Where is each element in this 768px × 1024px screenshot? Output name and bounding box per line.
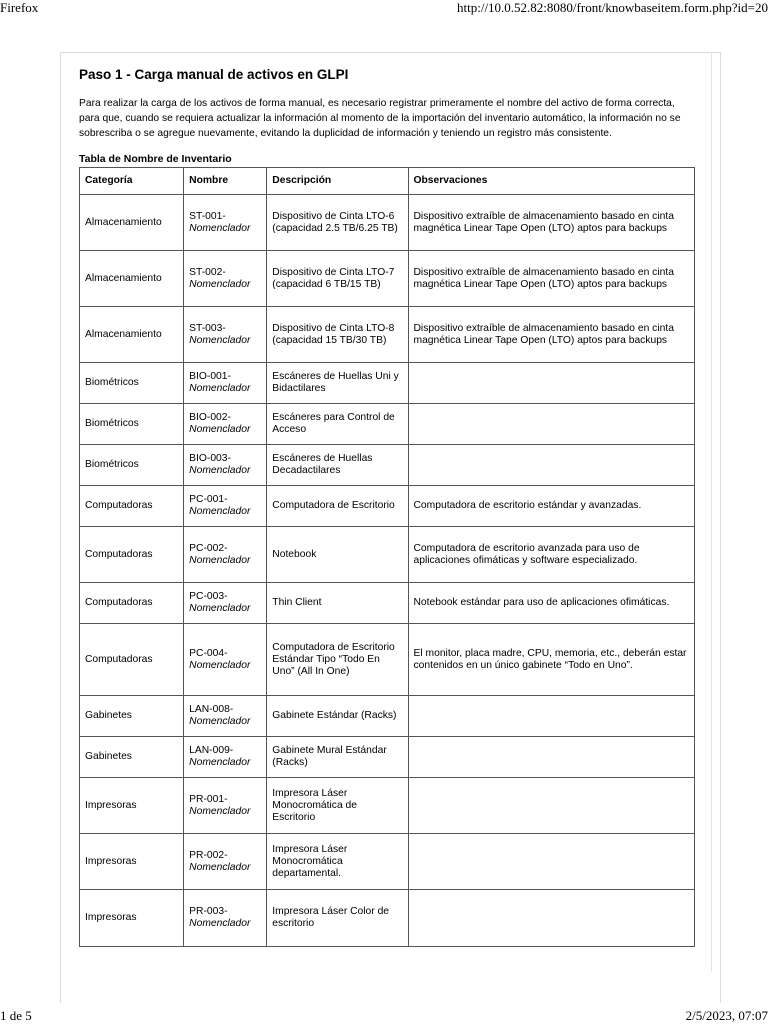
nomenclador-label: Nomenclador bbox=[189, 465, 251, 476]
print-datetime: 2/5/2023, 07:07 bbox=[685, 1008, 768, 1023]
browser-name: Firefox bbox=[0, 0, 39, 15]
cell-nombre bbox=[184, 363, 267, 404]
asset-code: BIO-001- bbox=[189, 371, 231, 382]
cell-descripcion: Gabinete Mural Estándar (Racks) bbox=[267, 737, 408, 778]
asset-code: PR-001- bbox=[189, 793, 228, 805]
nomenclador-label: Nomenclador bbox=[189, 805, 251, 817]
cell-categoria: Gabinetes bbox=[80, 696, 184, 737]
cell-nombre bbox=[184, 195, 267, 251]
cell-categoria: Biométricos bbox=[80, 363, 184, 404]
table-row bbox=[80, 624, 695, 696]
cell-observaciones bbox=[408, 363, 695, 404]
asset-code: PR-003- bbox=[189, 906, 228, 917]
asset-code: ST-001- bbox=[189, 210, 226, 222]
cell-nombre bbox=[184, 696, 267, 737]
article-title: Paso 1 - Carga manual de activos en GLPI bbox=[79, 67, 349, 82]
table-row bbox=[80, 696, 695, 737]
nomenclador-label: Nomenclador bbox=[189, 659, 251, 671]
nomenclador-label: Nomenclador bbox=[189, 554, 251, 566]
header-observaciones: Observaciones bbox=[408, 168, 695, 195]
nomenclador-label: Nomenclador bbox=[189, 603, 251, 614]
cell-observaciones bbox=[408, 778, 695, 834]
table-row bbox=[80, 778, 695, 834]
cell-categoria: Impresoras bbox=[80, 890, 184, 947]
cell-observaciones: Notebook estándar para uso de aplicaciones ofimáticas. bbox=[408, 583, 695, 624]
header-categoria: Categoría bbox=[80, 168, 184, 195]
table-row bbox=[80, 404, 695, 445]
cell-observaciones bbox=[408, 404, 695, 445]
cell-categoria: Gabinetes bbox=[80, 737, 184, 778]
cell-descripcion: Dispositivo de Cinta LTO-6 (capacidad 2.5 TB/6.25 TB) bbox=[267, 195, 408, 251]
asset-code: PC-002- bbox=[189, 542, 228, 554]
cell-nombre bbox=[184, 583, 267, 624]
nomenclador-label: Nomenclador bbox=[189, 716, 251, 727]
table-row bbox=[80, 251, 695, 307]
asset-code: ST-003- bbox=[189, 322, 226, 334]
cell-nombre bbox=[184, 624, 267, 696]
cell-descripcion: Escáneres para Control de Acceso bbox=[267, 404, 408, 445]
asset-code: LAN-009- bbox=[189, 745, 234, 756]
table-caption: Tabla de Nombre de Inventario bbox=[79, 153, 232, 165]
cell-categoria: Impresoras bbox=[80, 778, 184, 834]
table-row bbox=[80, 737, 695, 778]
nomenclador-label: Nomenclador bbox=[189, 757, 251, 768]
table-row bbox=[80, 890, 695, 947]
nomenclador-label: Nomenclador bbox=[189, 383, 251, 394]
cell-observaciones bbox=[408, 737, 695, 778]
header-nombre: Nombre bbox=[184, 168, 267, 195]
cell-categoria: Almacenamiento bbox=[80, 251, 184, 307]
cell-descripcion: Escáneres de Huellas Decadactilares bbox=[267, 445, 408, 486]
asset-code: PR-002- bbox=[189, 849, 228, 861]
cell-descripcion: Thin Client bbox=[267, 583, 408, 624]
header-descripcion: Descripción bbox=[267, 168, 408, 195]
asset-code: PC-003- bbox=[189, 591, 228, 602]
cell-observaciones bbox=[408, 696, 695, 737]
nomenclador-label: Nomenclador bbox=[189, 424, 251, 435]
cell-nombre bbox=[184, 834, 267, 890]
cell-categoria: Computadoras bbox=[80, 486, 184, 527]
table-row bbox=[80, 583, 695, 624]
cell-descripcion: Impresora Láser Color de escritorio bbox=[267, 890, 408, 947]
cell-descripcion: Notebook bbox=[267, 527, 408, 583]
asset-code: PC-004- bbox=[189, 647, 228, 659]
page-counter: 1 de 5 bbox=[0, 1008, 32, 1023]
cell-descripcion: Impresora Láser Monocromática de Escritorio bbox=[267, 778, 408, 834]
inventory-table bbox=[79, 167, 695, 947]
asset-code: BIO-002- bbox=[189, 412, 231, 423]
cell-nombre bbox=[184, 890, 267, 947]
cell-categoria: Biométricos bbox=[80, 404, 184, 445]
asset-code: BIO-003- bbox=[189, 453, 231, 464]
cell-categoria: Computadoras bbox=[80, 583, 184, 624]
cell-descripcion: Gabinete Estándar (Racks) bbox=[267, 696, 408, 737]
cell-observaciones bbox=[408, 445, 695, 486]
cell-categoria: Biométricos bbox=[80, 445, 184, 486]
print-header bbox=[0, 0, 768, 16]
cell-observaciones bbox=[408, 890, 695, 947]
page-url: http://10.0.52.82:8080/front/knowbaseitem.form.php?id=20 bbox=[457, 0, 768, 15]
asset-code: LAN-008- bbox=[189, 704, 234, 715]
cell-nombre bbox=[184, 404, 267, 445]
frame-divider bbox=[711, 52, 712, 972]
table-row bbox=[80, 486, 695, 527]
cell-descripcion: Computadora de Escritorio bbox=[267, 486, 408, 527]
asset-code: PC-001- bbox=[189, 494, 228, 505]
cell-categoria: Computadoras bbox=[80, 624, 184, 696]
cell-descripcion: Computadora de Escritorio Estándar Tipo “Todo En Uno” (All In One) bbox=[267, 624, 408, 696]
table-header-row bbox=[80, 168, 695, 195]
nomenclador-label: Nomenclador bbox=[189, 278, 251, 290]
cell-nombre bbox=[184, 486, 267, 527]
nomenclador-label: Nomenclador bbox=[189, 861, 251, 873]
cell-nombre bbox=[184, 307, 267, 363]
cell-descripcion: Impresora Láser Monocromática departamental. bbox=[267, 834, 408, 890]
cell-nombre bbox=[184, 251, 267, 307]
cell-nombre bbox=[184, 737, 267, 778]
cell-nombre bbox=[184, 445, 267, 486]
cell-categoria: Almacenamiento bbox=[80, 195, 184, 251]
cell-descripcion: Dispositivo de Cinta LTO-8 (capacidad 15 TB/30 TB) bbox=[267, 307, 408, 363]
cell-observaciones: Computadora de escritorio avanzada para uso de aplicaciones ofimáticas y software especializado. bbox=[408, 527, 695, 583]
table-row bbox=[80, 834, 695, 890]
cell-observaciones: Dispositivo extraíble de almacenamiento basado en cinta magnética Linear Tape Open (LTO) aptos para backups bbox=[408, 307, 695, 363]
cell-nombre bbox=[184, 527, 267, 583]
table-row bbox=[80, 307, 695, 363]
article bbox=[79, 66, 696, 166]
cell-categoria: Almacenamiento bbox=[80, 307, 184, 363]
table-row bbox=[80, 195, 695, 251]
cell-observaciones bbox=[408, 834, 695, 890]
cell-descripcion: Escáneres de Huellas Uni y Bidactilares bbox=[267, 363, 408, 404]
cell-observaciones: Computadora de escritorio estándar y avanzadas. bbox=[408, 486, 695, 527]
print-footer bbox=[0, 1008, 768, 1024]
cell-categoria: Impresoras bbox=[80, 834, 184, 890]
table-row bbox=[80, 363, 695, 404]
cell-nombre bbox=[184, 778, 267, 834]
nomenclador-label: Nomenclador bbox=[189, 506, 251, 517]
table-row bbox=[80, 445, 695, 486]
asset-code: ST-002- bbox=[189, 266, 226, 278]
nomenclador-label: Nomenclador bbox=[189, 334, 251, 346]
cell-observaciones: Dispositivo extraíble de almacenamiento basado en cinta magnética Linear Tape Open (LTO) aptos para backups bbox=[408, 251, 695, 307]
table-row bbox=[80, 527, 695, 583]
intro-paragraph: Para realizar la carga de los activos de forma manual, es necesario registrar primeramente el nombre del activo de forma correcta, para que, cuando se requiera actualizar la información al momento de la importación del inventario automático, la información no se sobrescriba o se agregue nuevamente, evitando la duplicidad de información y teniendo un registro más consistente. bbox=[79, 98, 681, 139]
nomenclador-label: Nomenclador bbox=[189, 222, 251, 234]
nomenclador-label: Nomenclador bbox=[189, 918, 251, 929]
cell-categoria: Computadoras bbox=[80, 527, 184, 583]
cell-observaciones: El monitor, placa madre, CPU, memoria, etc., deberán estar contenidos en un único gabinete “Todo en Uno”. bbox=[408, 624, 695, 696]
cell-descripcion: Dispositivo de Cinta LTO-7 (capacidad 6 TB/15 TB) bbox=[267, 251, 408, 307]
cell-observaciones: Dispositivo extraíble de almacenamiento basado en cinta magnética Linear Tape Open (LTO) aptos para backups bbox=[408, 195, 695, 251]
